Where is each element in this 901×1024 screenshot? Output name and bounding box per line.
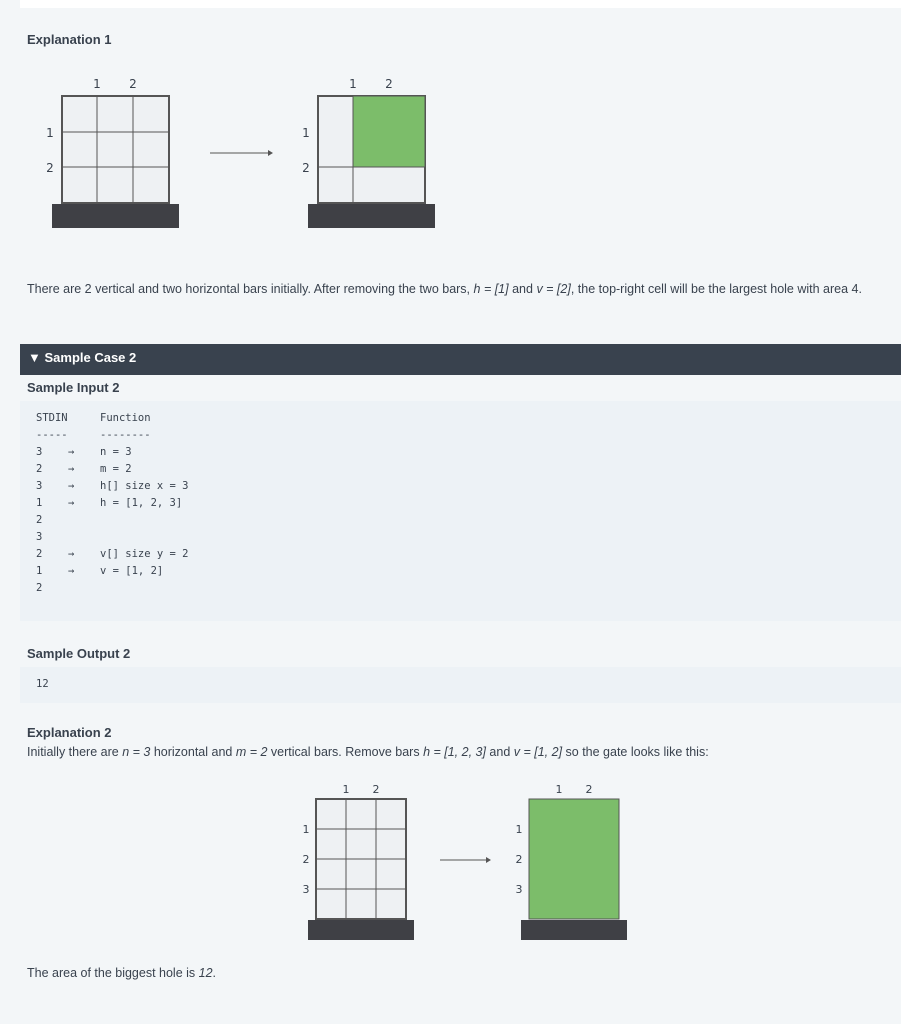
explanation-2-heading: Explanation 2 [27,725,112,740]
input-value: 3 [36,446,43,458]
row-label: 3 [515,883,523,896]
sample-output-block [20,667,901,703]
stdin-header: STDIN [36,412,68,424]
row-label: 2 [302,161,310,175]
arrow: → [68,548,75,560]
row-label: 1 [515,823,523,836]
gate-base [52,204,179,228]
input-value: 2 [36,514,43,526]
gate-base [308,204,435,228]
input-value: 1 [36,497,43,509]
sample-case-toggle[interactable]: ▼ Sample Case 2 [20,344,901,375]
col-label: 1 [342,783,350,796]
explanation-1-diagram [40,70,460,235]
row-label: 2 [46,161,54,175]
largest-hole [353,96,425,167]
gate-before [303,783,415,940]
explanation-2-conclusion: The area of the biggest hole is 12. [27,966,217,980]
input-value: 2 [36,548,43,560]
input-value: 2 [36,463,43,475]
largest-hole [529,799,619,919]
input-value: 1 [36,565,43,577]
arrow: → [68,480,75,492]
col-label: 2 [372,783,380,796]
input-value: 3 [36,531,43,543]
row-label: 1 [46,126,54,140]
output-value: 12 [36,678,49,690]
input-meaning: h[] size x = 3 [100,480,189,492]
gate-frame [62,96,169,203]
transition-arrow [210,150,273,156]
col-label: 1 [93,77,101,91]
row-label: 1 [302,823,310,836]
input-value: 2 [36,582,43,594]
function-header: Function [100,412,151,424]
sample-input-heading: Sample Input 2 [27,380,120,395]
header-rule: -------- [100,429,151,441]
transition-arrow [440,857,491,863]
gate-base [308,920,414,940]
input-meaning: v = [1, 2] [100,565,164,577]
input-value: 3 [36,480,43,492]
col-label: 2 [585,783,593,796]
input-meaning: n = 3 [100,446,132,458]
row-label: 1 [302,126,310,140]
col-label: 2 [385,77,393,91]
header-rule: ----- [36,429,68,441]
explanation-1-text: There are 2 vertical and two horizontal bars initially. After removing the two bars, h = [1] and v = [2], the top-right cell will be the largest hole with area 4. [27,282,862,296]
explanation-2-diagram [295,778,635,944]
gate-after [302,77,435,228]
row-label: 3 [302,883,310,896]
sample-input-block [20,401,901,621]
sample-output-heading: Sample Output 2 [27,646,131,661]
arrow: → [68,446,75,458]
col-label: 1 [349,77,357,91]
input-meaning: h = [1, 2, 3] [100,497,183,509]
previous-block-edge [20,0,901,8]
explanation-2-text: Initially there are n = 3 horizontal and m = 2 vertical bars. Remove bars h = [1, 2, 3] and v = [1, 2] so the gate looks like this: [27,745,709,759]
row-label: 2 [302,853,310,866]
input-meaning: m = 2 [100,463,132,475]
arrow: → [68,497,75,509]
row-label: 2 [515,853,523,866]
col-label: 1 [555,783,563,796]
col-label: 2 [129,77,137,91]
explanation-1-heading: Explanation 1 [27,32,112,47]
arrow: → [68,463,75,475]
arrow: → [68,565,75,577]
gate-before [46,77,179,228]
gate-after [516,783,628,940]
gate-base [521,920,627,940]
input-meaning: v[] size y = 2 [100,548,189,560]
